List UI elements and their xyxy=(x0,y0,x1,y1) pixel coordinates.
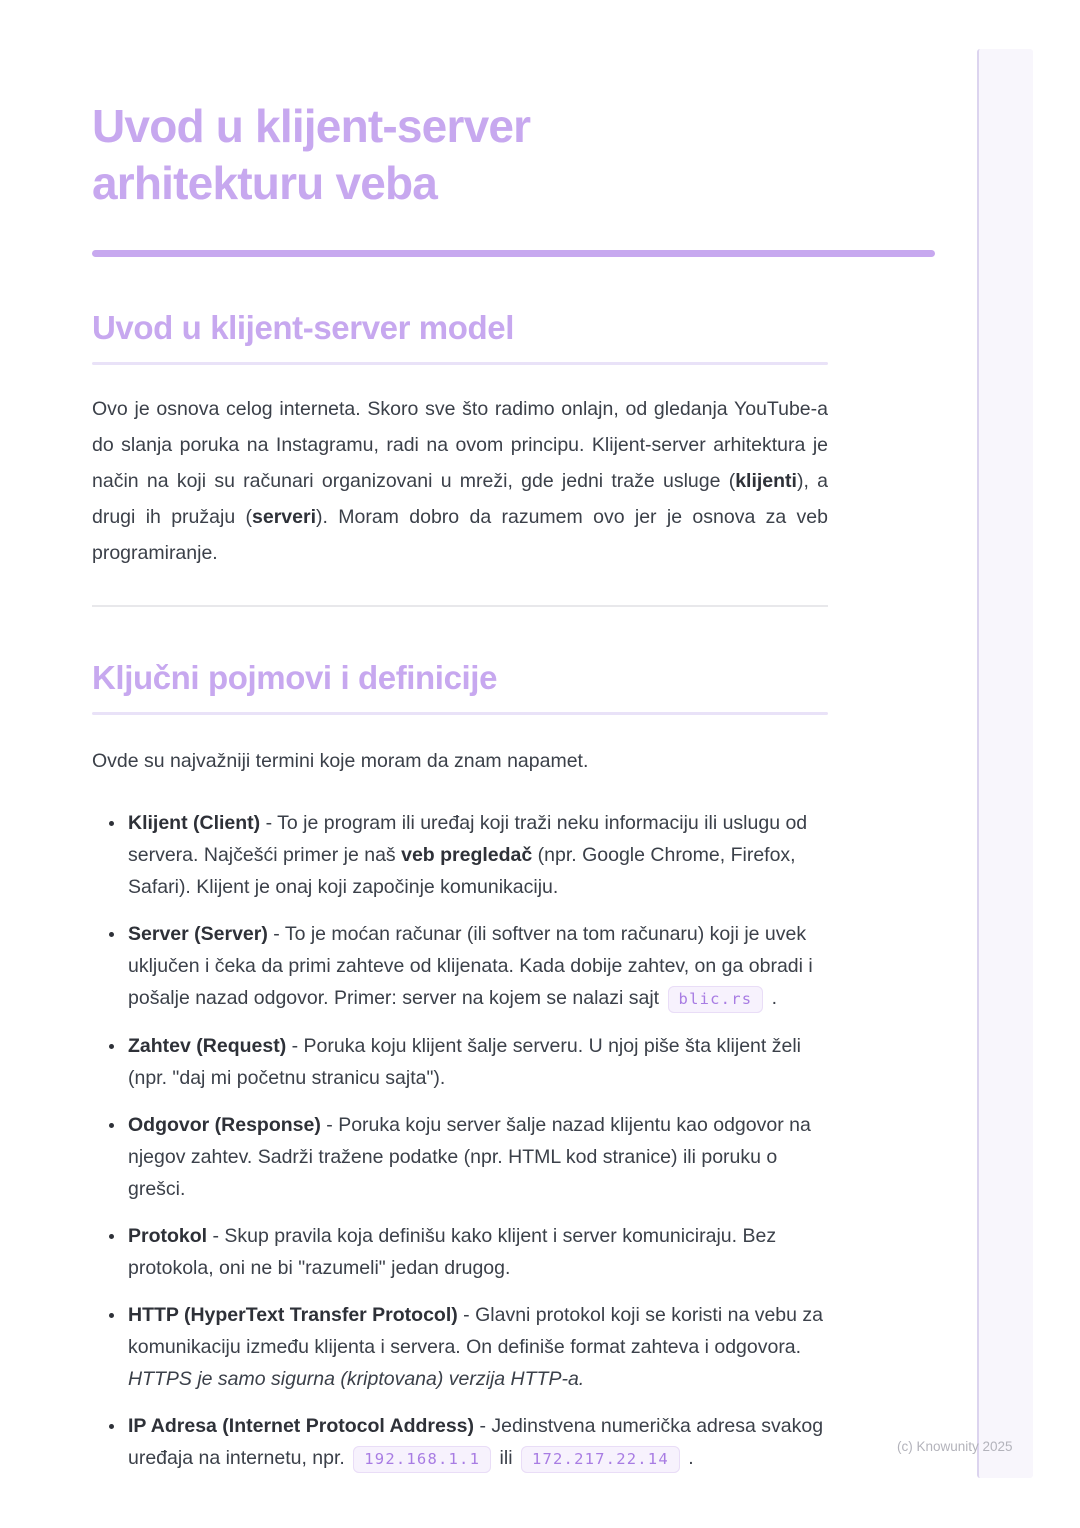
page-title: Uvod u klijent-server arhitekturu veba xyxy=(92,100,531,210)
note-content xyxy=(92,0,828,1490)
text-segment: veb pregledač xyxy=(401,843,533,866)
text-segment: ), a drugi ih pružaju ( xyxy=(92,470,828,528)
text-segment: Server (Server) xyxy=(128,922,268,945)
text-segment: ). Moram dobro da razumem ovo jer je osnova za veb programiranje. xyxy=(92,506,828,564)
text-segment: (npr. Google Chrome, Firefox, Safari). Klijent je onaj koji započinje komunikaciju. xyxy=(128,843,796,898)
text-segment: - Glavni protokol koji se koristi na vebu za komunikaciju između klijenta i servera. On definiše format zahteva i odgovora. xyxy=(128,1303,824,1358)
text-segment: Ovo je osnova celog interneta. Skoro sve što radimo onlajn, od gledanja YouTube-a do slanja poruka na Instagramu, radi na ovom principu. Klijent-server arhitektura je način na koji su računari organizovani u mreži, gde jedni traže usluge ( xyxy=(92,398,828,492)
definition-item xyxy=(126,918,828,1015)
terms-heading-underline xyxy=(92,712,828,715)
intro-section-heading: Uvod u klijent-server model xyxy=(92,309,514,347)
inline-code-chip: blic.rs xyxy=(668,986,764,1013)
intro-paragraph xyxy=(92,391,828,571)
text-segment: HTTPS je samo sigurna (kriptovana) verzija HTTP-a. xyxy=(128,1367,585,1390)
intro-heading-underline xyxy=(92,362,828,365)
title-divider-rule xyxy=(92,250,935,257)
text-segment: Zahtev (Request) xyxy=(128,1034,287,1057)
definition-item xyxy=(126,807,828,903)
definition-item xyxy=(126,1030,828,1094)
page-edge-strip xyxy=(977,49,1033,1478)
terms-section-heading: Ključni pojmovi i definicije xyxy=(92,659,498,696)
definition-item xyxy=(126,1410,828,1475)
text-segment: Protokol xyxy=(128,1224,208,1247)
text-segment: - Skup pravila koja definišu kako klijent i server komuniciraju. Bez protokola, oni ne bi "razumeli" jedan drugog. xyxy=(128,1224,777,1279)
text-segment: Odgovor (Response) xyxy=(128,1113,321,1136)
definitions-list xyxy=(92,807,828,1475)
text-segment: serveri xyxy=(252,506,316,528)
text-segment: ili xyxy=(494,1446,518,1469)
text-segment: . xyxy=(682,1446,694,1469)
text-segment: HTTP (HyperText Transfer Protocol) xyxy=(128,1303,458,1326)
text-segment: - Poruka koju klijent šalje serveru. U njoj piše šta klijent želi (npr. "daj mi početnu stranicu sajta"). xyxy=(128,1034,802,1089)
section-terms xyxy=(92,659,828,1475)
section-intro xyxy=(92,309,828,571)
text-segment: Klijent (Client) xyxy=(128,811,261,834)
definition-item xyxy=(126,1109,828,1205)
text-segment: klijenti xyxy=(735,470,797,492)
text-segment: - To je program ili uređaj koji traži neku informaciju ili uslugu od servera. Najčešći primer je naš xyxy=(128,811,808,866)
text-segment: . xyxy=(766,986,778,1009)
terms-lead-text: Ovde su najvažniji termini koje moram da znam napamet. xyxy=(92,749,589,772)
inline-code-chip: 172.217.22.14 xyxy=(521,1446,680,1473)
inline-code-chip: 192.168.1.1 xyxy=(353,1446,491,1473)
text-segment: - To je moćan računar (ili softver na tom računaru) koji je uvek uključen i čeka da primi zahteve od klijenata. Kada dobije zahtev, on ga obradi i pošalje nazad odgovor. Primer: server na kojem se nalazi sajt xyxy=(128,922,813,1009)
section-divider xyxy=(92,605,828,607)
text-segment: IP Adresa (Internet Protocol Address) xyxy=(128,1414,475,1437)
text-segment: - Jedinstvena numerička adresa svakog uređaja na internetu, npr. xyxy=(128,1414,824,1469)
copyright-notice: (c) Knowunity 2025 xyxy=(897,1439,1013,1454)
text-segment: - Poruka koju server šalje nazad klijentu kao odgovor na njegov zahtev. Sadrži tražene podatke (npr. HTML kod stranice) ili poruku o grešci. xyxy=(128,1113,811,1200)
definition-item xyxy=(126,1299,828,1395)
definition-item xyxy=(126,1220,828,1284)
